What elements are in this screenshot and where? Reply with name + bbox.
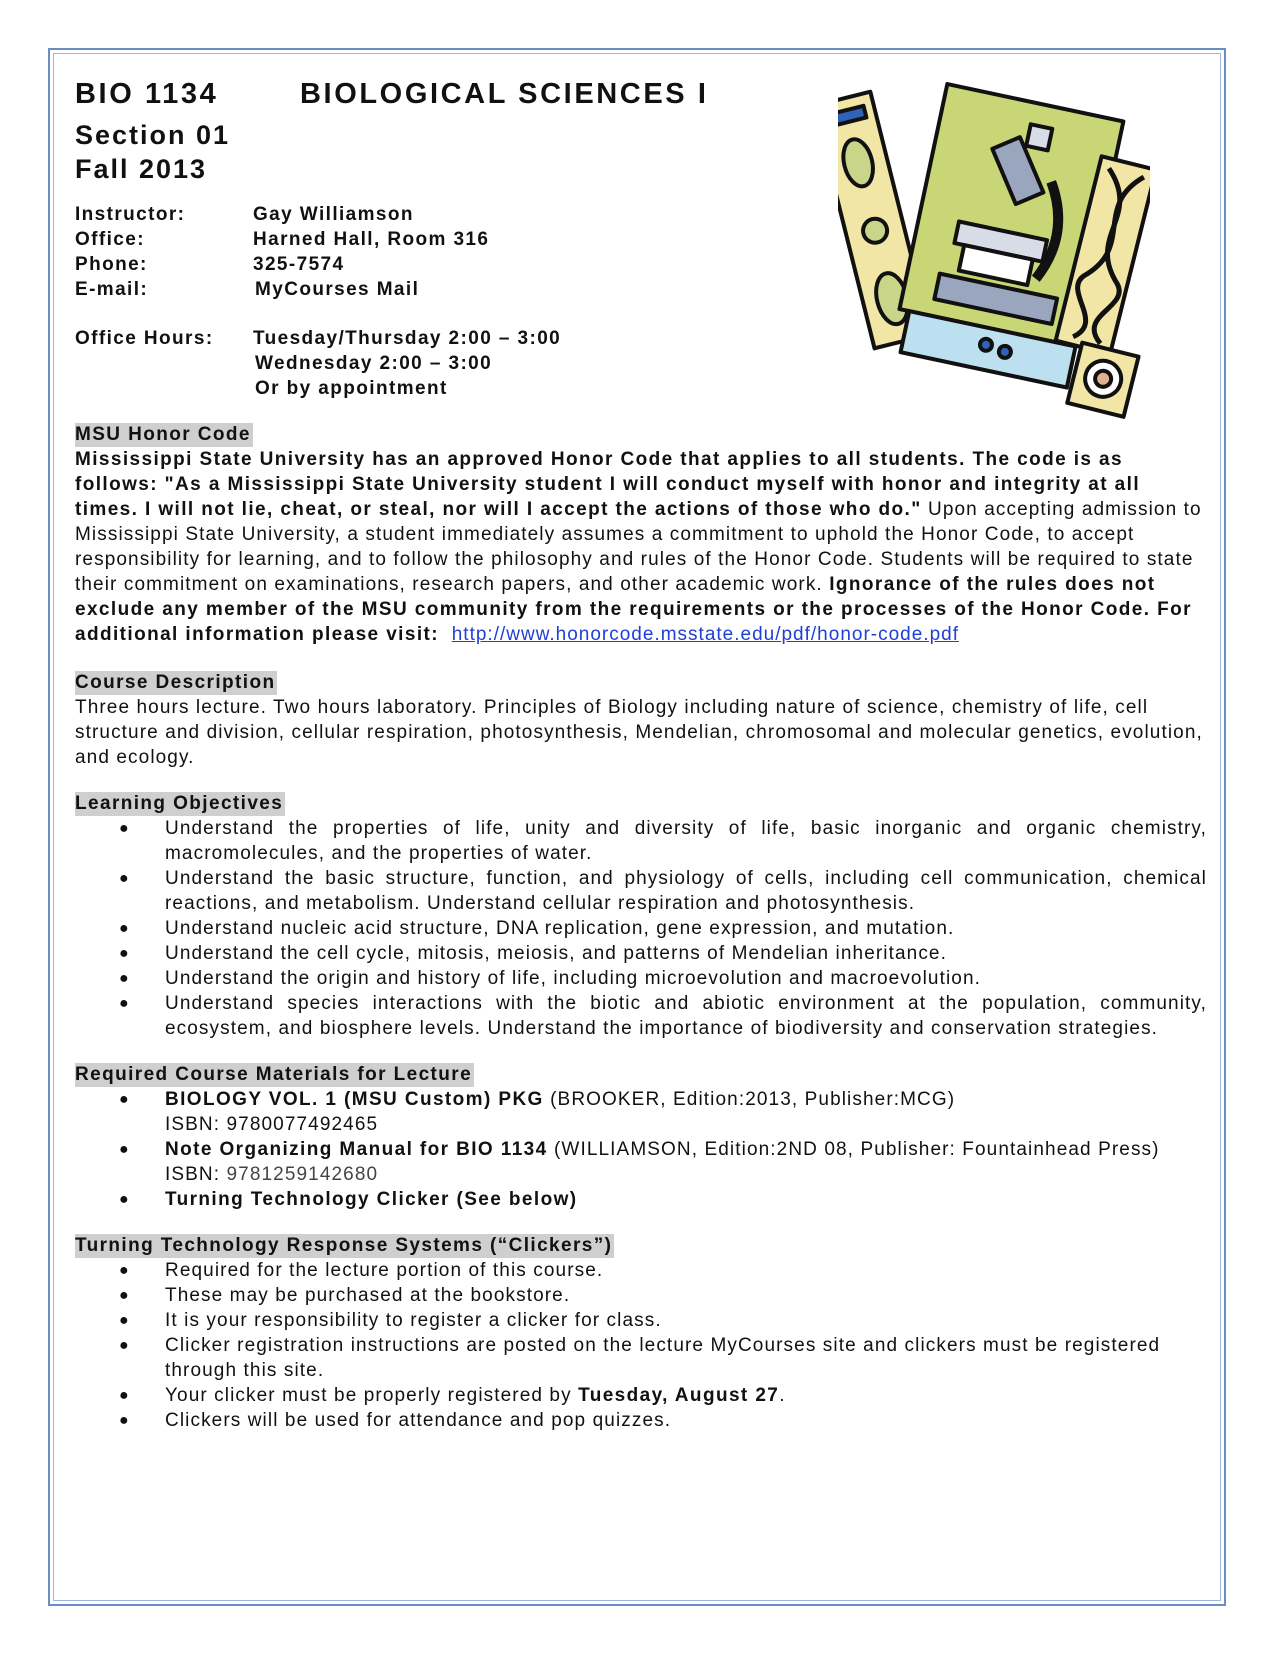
- bullet-icon: ●: [119, 1262, 130, 1279]
- list-item: ● Understand nucleic acid structure, DNA replication, gene expression, and mutation.: [119, 918, 955, 939]
- email-label: E-mail:: [75, 279, 149, 300]
- phone-row: [75, 252, 1207, 277]
- material-title: Note Organizing Manual for BIO 1134: [165, 1139, 548, 1160]
- email-value: MyCourses Mail: [255, 279, 420, 300]
- bullet-icon: ●: [119, 1387, 130, 1404]
- course-description-heading: Course Description: [75, 672, 276, 693]
- bullet-icon: ●: [119, 820, 130, 837]
- material-isbn: 9780077492465: [226, 1114, 379, 1135]
- office-row: [75, 227, 1207, 252]
- office-hours-row: [75, 326, 1207, 351]
- material-details: (BROOKER, Edition:2013, Publisher:MCG): [543, 1089, 956, 1110]
- office-hours-line-2: Wednesday 2:00 – 3:00: [255, 353, 493, 374]
- bullet-icon: ●: [119, 1141, 130, 1158]
- course-code: BIO 1134: [75, 78, 219, 110]
- list-item: ● Understand the basic structure, function, and physiology of cells, including cell communication, chemical reactions, and metabolism. Understand cellular respiration and photosynthesis.: [119, 868, 1207, 914]
- bullet-icon: ●: [119, 1091, 130, 1108]
- list-item: ● Understand the origin and history of life, including microevolution and macroevolution.: [119, 968, 981, 989]
- section-number: Section 01: [75, 120, 231, 150]
- honor-code-text: [75, 447, 1207, 647]
- list-item: ● Clickers will be used for attendance and pop quizzes.: [119, 1410, 672, 1431]
- honor-code-statement: Mississippi State University has an approved Honor Code that applies to all students. The code is as follows: "As a Mississippi State University student I will conduct myself with honor and integrity at all times. I will not lie, cheat, or steal, nor will I accept the actions of those who do.": [75, 449, 1140, 520]
- materials-section: [75, 1063, 1207, 1212]
- list-item: ● BIOLOGY VOL. 1 (MSU Custom) PKG (BROOKER, Edition:2013, Publisher:MCG) ISBN: 9780077492465: [119, 1089, 956, 1135]
- bullet-icon: ●: [119, 920, 130, 937]
- clickers-section: [75, 1234, 1207, 1433]
- list-item: ● These may be purchased at the bookstore.: [119, 1285, 571, 1306]
- material-title: Turning Technology Clicker (See below): [165, 1189, 578, 1210]
- honor-code-body: Upon accepting admission to Mississippi State University, a student immediately assumes a commitment to uphold the Honor Code, to accept responsibility for learning, and to follow the philosophy and rules of the Honor Code. Students will be required to state their commitment on examinations, research papers, and other academic work.: [75, 499, 1202, 595]
- list-item: ● It is your responsibility to register a clicker for class.: [119, 1310, 662, 1331]
- materials-list: [75, 1087, 1207, 1212]
- list-item: ● Your clicker must be properly registered by Tuesday, August 27.: [119, 1385, 786, 1406]
- office-label: Office:: [75, 229, 145, 250]
- list-item: ● Required for the lecture portion of this course.: [119, 1260, 604, 1281]
- material-details: (WILLIAMSON, Edition:2ND 08, Publisher: Fountainhead Press): [547, 1139, 1160, 1160]
- list-item: [75, 1187, 1207, 1212]
- email-row: [75, 277, 1207, 302]
- registration-deadline: Tuesday, August 27: [578, 1385, 780, 1406]
- office-value: Harned Hall, Room 316: [253, 229, 490, 250]
- list-item: ● Understand the properties of life, unity and diversity of life, basic inorganic and organic chemistry, macromolecules, and the properties of water.: [119, 818, 1207, 864]
- material-isbn: 9781259142680: [226, 1164, 379, 1185]
- bullet-icon: ●: [119, 945, 130, 962]
- bullet-icon: ●: [119, 1312, 130, 1329]
- list-item: ● Note Organizing Manual for BIO 1134 (WILLIAMSON, Edition:2ND 08, Publisher: Fountainhead Press) ISBN: 9781259142680: [119, 1139, 1160, 1185]
- term: Fall 2013: [75, 154, 208, 184]
- phone-label: Phone:: [75, 254, 148, 275]
- learning-objectives-list: [75, 816, 1207, 1041]
- honor-code-section: [75, 423, 1207, 647]
- course-name: BIOLOGICAL SCIENCES I: [300, 78, 709, 110]
- bullet-icon: ●: [119, 870, 130, 887]
- contact-info: [75, 202, 1207, 401]
- instructor-value: Gay Williamson: [253, 204, 414, 225]
- honor-code-outro: Ignorance of the rules does not exclude any member of the MSU community from the requirements or the processes of the Honor Code. For additional information please visit:: [75, 574, 1192, 645]
- material-title: BIOLOGY VOL. 1 (MSU Custom) PKG: [165, 1089, 544, 1110]
- bullet-icon: ●: [119, 1191, 130, 1208]
- course-description-text: Three hours lecture. Two hours laboratory. Principles of Biology including nature of science, chemistry of life, cell structure and division, cellular respiration, photosynthesis, Mendelian, chromosomal and molecular genetics, evolution, and ecology.: [75, 697, 1203, 768]
- clickers-list: [75, 1258, 1207, 1433]
- learning-objectives-section: [75, 792, 1207, 1041]
- office-hours-line-3: Or by appointment: [255, 378, 448, 399]
- instructor-row: [75, 202, 1207, 227]
- course-description-section: [75, 671, 1207, 770]
- bullet-icon: ●: [119, 970, 130, 987]
- course-title: [75, 78, 1207, 118]
- office-hours-line-1: Tuesday/Thursday 2:00 – 3:00: [253, 328, 562, 349]
- materials-heading: Required Course Materials for Lecture: [75, 1064, 473, 1085]
- syllabus-content: [75, 78, 1207, 1433]
- honor-code-link[interactable]: http://www.honorcode.msstate.edu/pdf/honor-code.pdf: [451, 624, 959, 645]
- honor-code-heading: MSU Honor Code: [75, 424, 251, 445]
- learning-objectives-heading: Learning Objectives: [75, 793, 284, 814]
- bullet-icon: ●: [119, 1412, 130, 1429]
- office-hours-label: Office Hours:: [75, 328, 214, 349]
- list-item: ● Understand species interactions with the biotic and abiotic environment at the population, community, ecosystem, and biosphere levels. Understand the importance of biodiversity and conservation strategies.: [119, 993, 1207, 1039]
- list-item: ● Understand the cell cycle, mitosis, meiosis, and patterns of Mendelian inheritance.: [119, 943, 947, 964]
- phone-value: 325-7574: [253, 254, 345, 275]
- clickers-heading: Turning Technology Response Systems (“Clickers”): [75, 1235, 613, 1256]
- instructor-label: Instructor:: [75, 204, 186, 225]
- bullet-icon: ●: [119, 1337, 130, 1354]
- list-item: ● Clicker registration instructions are posted on the lecture MyCourses site and clickers must be registered through this site.: [119, 1335, 1161, 1381]
- bullet-icon: ●: [119, 995, 130, 1012]
- bullet-icon: ●: [119, 1287, 130, 1304]
